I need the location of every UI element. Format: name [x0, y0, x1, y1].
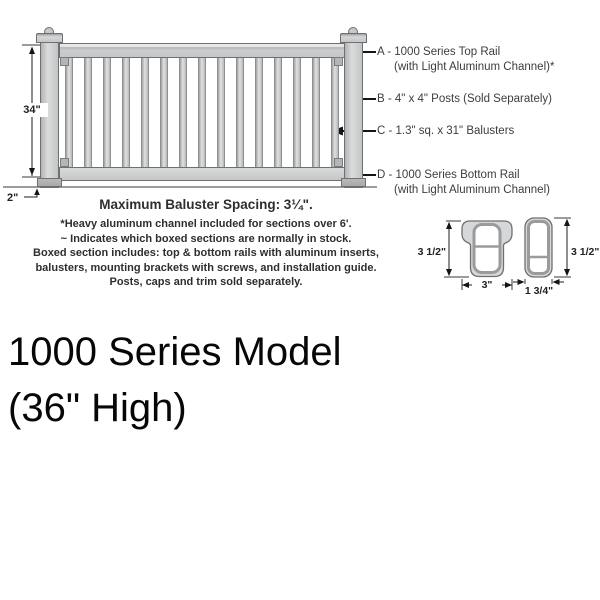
- ground-clearance-dimension-label: 2": [7, 192, 19, 204]
- dim-arrow-up-icon: [29, 47, 35, 55]
- callout-d-line2: (with Light Aluminum Channel): [394, 184, 550, 196]
- rail-bracket: [334, 57, 343, 66]
- baluster: [141, 57, 149, 167]
- baluster: [236, 57, 244, 167]
- baluster: [160, 57, 168, 167]
- balusters-group: [65, 57, 339, 167]
- callout-d-line1: D - 1000 Series Bottom Rail: [377, 169, 520, 181]
- baluster: [217, 57, 225, 167]
- callout-c-line1: C - 1.3" sq. x 31" Balusters: [377, 125, 515, 137]
- baluster: [84, 57, 92, 167]
- left-post-base: [37, 178, 62, 187]
- callout-a-line2: (with Light Aluminum Channel)*: [394, 61, 555, 73]
- right-post-cap: [340, 33, 367, 43]
- bottom-rail-profile-channel: [529, 222, 549, 274]
- product-title: [8, 324, 342, 436]
- rail-bracket: [60, 158, 69, 167]
- dim-arrow-up-icon: [564, 219, 570, 226]
- dim-arrow-up-icon: [446, 222, 452, 229]
- product-title-line1: 1000 Series Model: [8, 330, 342, 374]
- callout-b-label: [377, 92, 552, 107]
- bottom-rail: [59, 167, 345, 181]
- note-line: ~ Indicates which boxed sections are normally in stock.: [60, 232, 352, 245]
- left-post-cap: [36, 33, 63, 43]
- rail-height-dimension-label: 34": [16, 103, 48, 117]
- top-rail: [59, 43, 345, 58]
- notes-block: [0, 197, 412, 290]
- note-line: Posts, caps and trim sold separately.: [109, 276, 303, 288]
- note-line: balusters, mounting brackets with screws, and installation guide.: [35, 261, 377, 274]
- dim-arrow-down-icon: [446, 269, 452, 276]
- baluster: [65, 57, 73, 167]
- right-post-base: [341, 178, 366, 187]
- dim-arrow-down-icon: [29, 168, 35, 176]
- baluster: [198, 57, 206, 167]
- bottom-rail-profile-width-label: 1 3/4": [521, 285, 557, 297]
- dim-arrow-right-icon: [505, 282, 512, 288]
- top-rail-profile-channel: [474, 225, 500, 273]
- baluster: [122, 57, 130, 167]
- baluster: [293, 57, 301, 167]
- callout-b-line1: B - 4" x 4" Posts (Sold Separately): [377, 93, 552, 105]
- dim-arrow-down-icon: [564, 269, 570, 276]
- callout-c-label: [377, 124, 514, 139]
- rail-bracket: [60, 57, 69, 66]
- baluster: [179, 57, 187, 167]
- callout-a-label: [377, 45, 554, 75]
- note-line: *Heavy aluminum channel included for sections over 6'.: [60, 218, 352, 230]
- dim-arrow-left-icon: [462, 282, 469, 288]
- bottom-rail-profile-height-label: 3 1/2": [571, 246, 600, 258]
- right-post: [344, 42, 363, 188]
- baluster: [331, 57, 339, 167]
- baluster-spacing-note: Maximum Baluster Spacing: 3¼".: [99, 197, 313, 212]
- baluster: [255, 57, 263, 167]
- rail-bracket: [334, 158, 343, 167]
- baluster: [312, 57, 320, 167]
- product-title-line2: (36" High): [8, 386, 187, 430]
- callout-d-label: [377, 168, 550, 198]
- top-rail-profile-width-label: 3": [472, 279, 502, 291]
- callout-a-line1: A - 1000 Series Top Rail: [377, 46, 501, 58]
- note-line: Boxed section includes: top & bottom rails with aluminum inserts,: [33, 247, 379, 259]
- baluster: [274, 57, 282, 167]
- baluster: [103, 57, 111, 167]
- clearance-arrow-icon: [34, 189, 40, 196]
- right-post-cap-knob: [348, 27, 358, 34]
- left-post-cap-knob: [44, 27, 54, 34]
- top-rail-profile-height-label: 3 1/2": [417, 246, 446, 258]
